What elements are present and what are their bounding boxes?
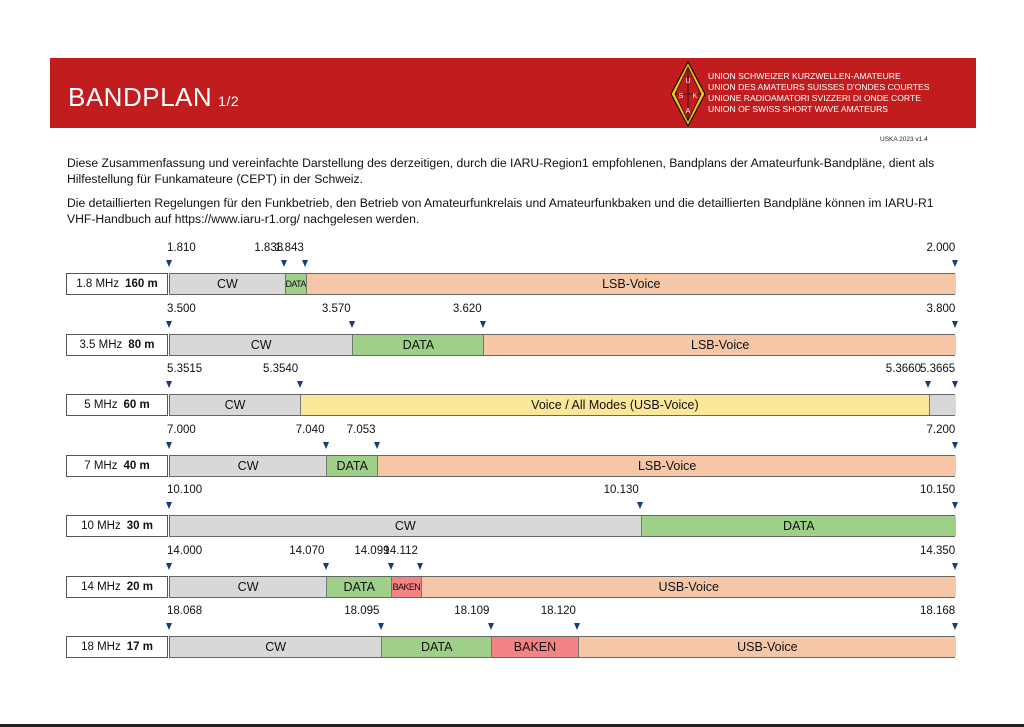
band-wavelength: 40 m <box>123 459 150 472</box>
tick-label: 5.3665 <box>920 363 956 375</box>
band-wavelength: 17 m <box>126 641 153 653</box>
tick-marker <box>323 442 329 449</box>
segment-data: DATA <box>382 637 492 657</box>
tick-label: 14.350 <box>920 544 956 557</box>
band-row <box>0 545 1024 605</box>
tick-marker <box>374 442 380 449</box>
segment-voice: USB-Voice <box>422 577 956 597</box>
segment-data: DATA <box>353 335 484 355</box>
band-bar <box>169 273 955 295</box>
tick-marker <box>281 260 287 267</box>
segment-data: DATA <box>286 274 307 294</box>
tick-marker <box>488 623 494 630</box>
tick-label: 18.168 <box>920 605 956 617</box>
tick-marker <box>952 321 958 328</box>
tick-label: 5.3515 <box>167 363 203 375</box>
tick-marker <box>302 260 308 267</box>
tick-label: 7.200 <box>926 423 956 436</box>
segment-voice: LSB-Voice <box>378 456 956 476</box>
band-wavelength: 60 m <box>123 399 150 411</box>
band-row <box>0 363 1024 423</box>
tick-label: 18.120 <box>540 605 576 617</box>
band-wavelength: 20 m <box>126 580 153 593</box>
tick-label: 1.843 <box>275 242 304 254</box>
tick-marker <box>378 623 384 630</box>
band-frequency: 5 MHz <box>84 399 118 411</box>
tick-label: 1.838 <box>254 242 284 254</box>
band-label <box>66 334 168 356</box>
segment-cw: CW <box>170 577 327 597</box>
segment-voice: Voice / All Modes (USB-Voice) <box>301 395 930 415</box>
page-subtitle: 1/2 <box>218 93 240 109</box>
band-bar <box>169 515 955 537</box>
tick-label: 1.810 <box>167 242 196 254</box>
org-name-it: UNIONE RADIOAMATORI SVIZZERI DI ONDE CORTE <box>708 93 921 103</box>
band-label <box>66 273 168 295</box>
band-wavelength: 30 m <box>126 520 153 532</box>
tick-marker <box>952 502 958 509</box>
tick-marker <box>349 321 355 328</box>
tick-marker <box>574 623 580 630</box>
tick-marker <box>952 623 958 630</box>
segment-data: DATA <box>327 456 378 476</box>
segment-cw: CW <box>170 637 382 657</box>
band-frequency: 14 MHz <box>81 580 121 593</box>
tick-label: 3.570 <box>321 302 351 315</box>
organization-names <box>708 71 929 115</box>
segment-cw: CW <box>170 395 301 415</box>
intro-text <box>67 155 957 235</box>
tick-label: 18.095 <box>344 605 380 617</box>
tick-label: 5.3540 <box>263 363 299 375</box>
band-frequency: 1.8 MHz <box>76 278 120 290</box>
tick-label: 10.100 <box>167 484 203 496</box>
tick-marker <box>417 563 423 570</box>
band-label <box>66 636 168 658</box>
tick-label: 18.109 <box>454 605 490 617</box>
band-row <box>0 424 1024 484</box>
logo-letter-k: K <box>692 93 698 100</box>
band-label <box>66 515 168 537</box>
band-frequency: 10 MHz <box>81 520 121 532</box>
segment-baken: BAKEN <box>392 577 421 597</box>
segment-data: DATA <box>327 577 392 597</box>
segment-cw: CW <box>170 274 286 294</box>
tick-label: 7.040 <box>295 423 325 436</box>
logo-letter-s: S <box>678 93 684 100</box>
tick-label: 7.000 <box>167 423 196 436</box>
logo-letter-u: U <box>685 78 691 85</box>
tick-marker <box>323 563 329 570</box>
header-banner <box>50 58 976 128</box>
segment-data: DATA <box>642 516 956 536</box>
tick-marker <box>166 260 172 267</box>
tick-marker <box>952 563 958 570</box>
tick-marker <box>166 321 172 328</box>
tick-marker <box>297 381 303 388</box>
tick-label: 14.070 <box>289 544 325 557</box>
tick-marker <box>166 502 172 509</box>
band-bar <box>169 334 955 356</box>
tick-label: 10.150 <box>920 484 956 496</box>
org-name-en: UNION OF SWISS SHORT WAVE AMATEURS <box>708 104 889 114</box>
org-name-fr: UNION DES AMATEURS SUISSES D'ONDES COURTES <box>708 82 930 92</box>
tick-label: 3.620 <box>452 302 482 315</box>
tick-label: 7.053 <box>346 423 376 436</box>
intro-paragraph-1: Diese Zusammenfassung und vereinfachte Darstellung des derzeitigen, durch die IARU-Region1 empfohlenen, Bandplans der Amateurfunk-Bandpläne, dient als Hilfestellung für Funkamateure (CEPT) in der Schweiz. <box>67 156 935 186</box>
band-bar <box>169 394 955 416</box>
tick-marker <box>952 442 958 449</box>
tick-marker <box>637 502 643 509</box>
band-frequency: 3.5 MHz <box>79 338 123 351</box>
segment-baken: BAKEN <box>492 637 578 657</box>
segment-cw: CW <box>170 516 642 536</box>
tick-label: 3.800 <box>926 302 956 315</box>
segment-cw: CW <box>170 456 327 476</box>
band-bar <box>169 455 955 477</box>
tick-marker <box>952 381 958 388</box>
tick-marker <box>166 563 172 570</box>
page-title: BANDPLAN 1/2 <box>68 82 240 112</box>
segment-voice: LSB-Voice <box>307 274 956 294</box>
tick-label: 5.3660 <box>885 363 921 375</box>
tick-marker <box>388 563 394 570</box>
tick-marker <box>480 321 486 328</box>
segment-grey <box>930 395 956 415</box>
band-frequency: 7 MHz <box>84 459 118 472</box>
band-row <box>0 605 1024 665</box>
band-label <box>66 394 168 416</box>
tick-label: 18.068 <box>167 605 203 617</box>
tick-marker <box>166 442 172 449</box>
logo-letter-a: A <box>685 108 691 115</box>
band-wavelength: 80 m <box>128 338 155 351</box>
band-label <box>66 455 168 477</box>
tick-label: 14.000 <box>167 544 203 557</box>
tick-marker <box>166 381 172 388</box>
band-row <box>0 484 1024 544</box>
segment-voice: LSB-Voice <box>484 335 956 355</box>
band-frequency: 18 MHz <box>81 641 121 653</box>
tick-marker <box>925 381 931 388</box>
tick-label: 3.500 <box>167 302 196 315</box>
band-wavelength: 160 m <box>125 278 158 290</box>
version-label: USKA 2023 v1.4 <box>880 136 928 143</box>
org-name-de: UNION SCHWEIZER KURZWELLEN-AMATEURE <box>708 71 901 81</box>
band-bar <box>169 576 955 598</box>
tick-label: 10.130 <box>603 484 639 496</box>
band-row <box>0 303 1024 363</box>
uska-logo-icon <box>670 61 706 127</box>
tick-marker <box>952 260 958 267</box>
band-label <box>66 576 168 598</box>
tick-label: 14.112 <box>383 544 418 557</box>
tick-label: 2.000 <box>926 242 956 254</box>
segment-cw: CW <box>170 335 353 355</box>
intro-paragraph-2: Die detaillierten Regelungen für den Funkbetrieb, den Betrieb von Amateurfunkrelais und Amateurfunkbaken und die detaillierten Bandpläne können im IARU-R1 VHF-Handbuch auf https://www.iaru-r1.org/ nachgelesen werden. <box>67 196 934 226</box>
segment-voice: USB-Voice <box>579 637 956 657</box>
tick-label: 14.099 <box>354 544 390 557</box>
band-row <box>0 242 1024 302</box>
band-bar <box>169 636 955 658</box>
tick-marker <box>166 623 172 630</box>
